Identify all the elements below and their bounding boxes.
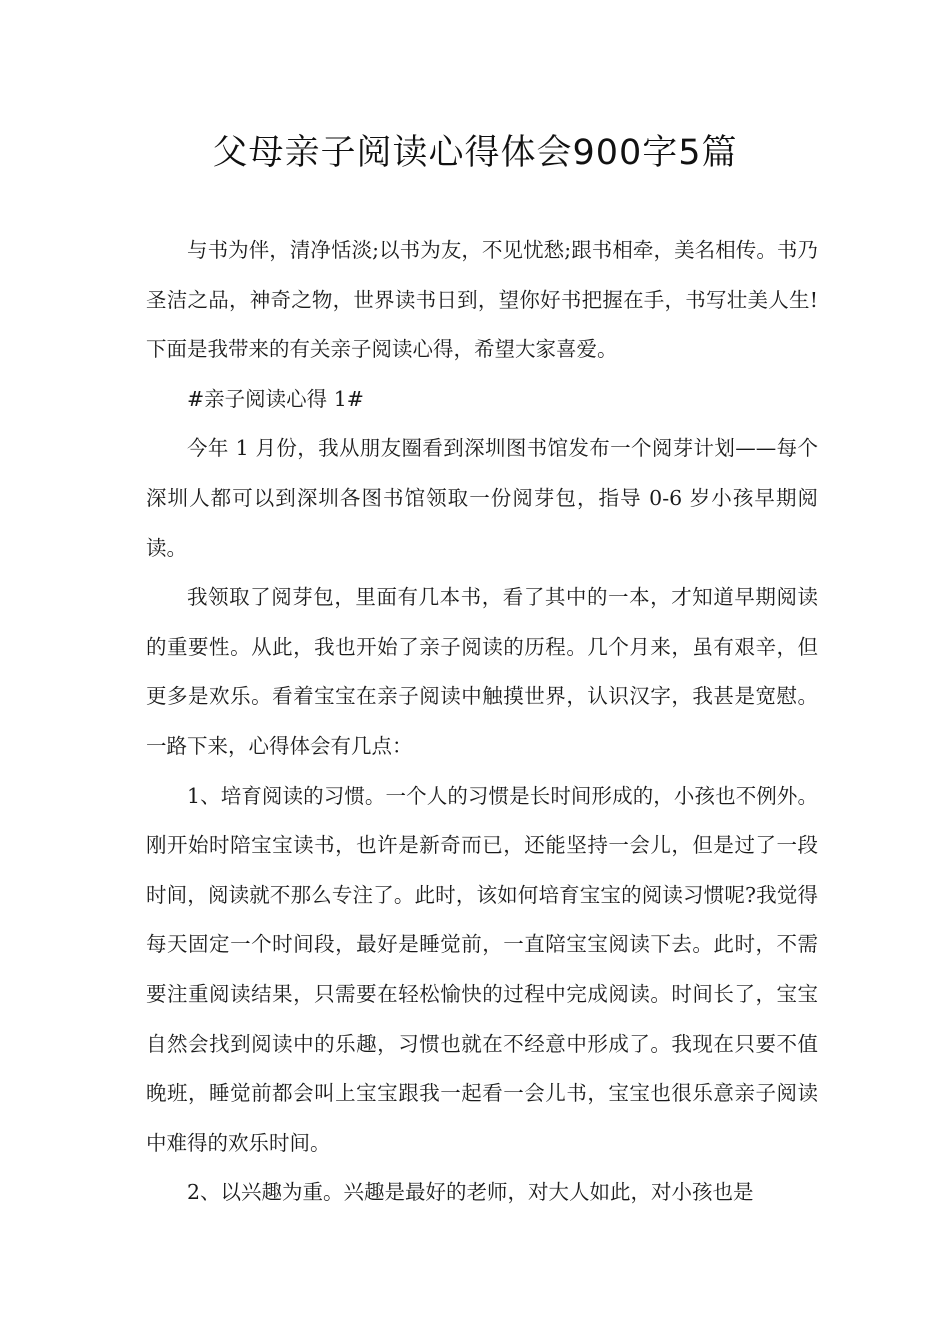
section-heading: #亲子阅读心得 1# (187, 386, 364, 411)
body-paragraph: 今年 1 月份，我从朋友圈看到深圳图书馆发布一个阅芽计划——每个深圳人都可以到深圳各图书馆领取一份阅芽包，指导 0-6 岁小孩早期阅读。 (146, 436, 818, 560)
body-paragraph: 2、以兴趣为重。兴趣是最好的老师，对大人如此，对小孩也是 (187, 1180, 754, 1205)
body-paragraph: 1、培育阅读的习惯。一个人的习惯是长时间形成的，小孩也不例外。刚开始时陪宝宝读书，也许是新奇而已，还能坚持一会儿，但是过了一段时间，阅读就不那么专注了。此时，该如何培育宝宝的阅读习惯呢?我觉得每天固定一个时间段，最好是睡觉前，一直陪宝宝阅读下去。此时，不需要注重阅读结果，只需要在轻松愉快的过程中完成阅读。时间长了，宝宝自然会找到阅读中的乐趣，习惯也就在不经意中形成了。我现在只要不值晚班，睡觉前都会叫上宝宝跟我一起看一会儿书，宝宝也很乐意亲子阅读中难得的欢乐时间。 (146, 783, 818, 1155)
body-paragraph: 我领取了阅芽包，里面有几本书，看了其中的一本，才知道早期阅读的重要性。从此，我也开始了亲子阅读的历程。几个月来，虽有艰辛，但更多是欢乐。看着宝宝在亲子阅读中触摸世界，认识汉字，我甚是宽慰。一路下来，心得体会有几点： (146, 585, 818, 758)
document-title: 父母亲子阅读心得体会900字5篇 (212, 133, 738, 173)
document-body (146, 226, 818, 1218)
intro-paragraph: 与书为伴，清净恬淡;以书为友，不见忧愁;跟书相牵，美名相传。书乃圣洁之品，神奇之物，世界读书日到，望你好书把握在手，书写壮美人生!下面是我带来的有关亲子阅读心得，希望大家喜爱。 (146, 238, 818, 362)
